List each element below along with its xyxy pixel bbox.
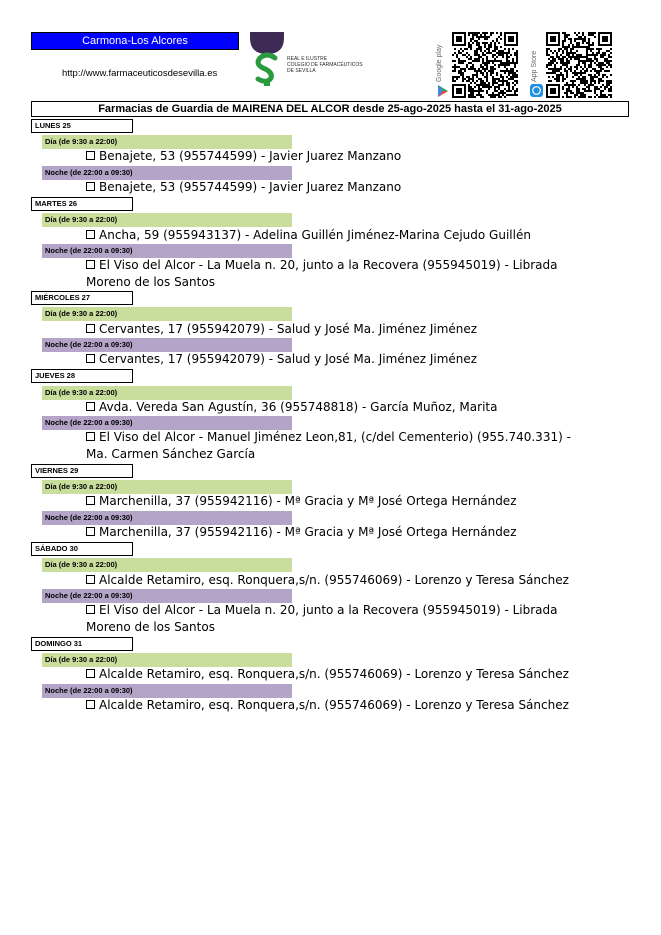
pharmacy-entry: Cervantes, 17 (955942079) - Salud y José Ma. Jiménez Jiménez — [86, 351, 576, 368]
page-title: Farmacias de Guardia de MAIRENA DEL ALCOR desde 25-ago-2025 hasta el 31-ago-2025 — [31, 101, 629, 117]
pharmacy-entry: Marchenilla, 37 (955942116) - Mª Gracia y Mª José Ortega Hernández — [86, 524, 576, 541]
day-shift-label: Día (de 9:30 a 22:00) — [42, 558, 292, 572]
pharmacy-entry: Alcalde Retamiro, esq. Ronquera,s/n. (955746069) - Lorenzo y Teresa Sánchez — [86, 666, 576, 683]
google-play-label: Google play — [436, 44, 443, 82]
checkbox-icon — [86, 605, 95, 614]
website-link[interactable]: http://www.farmaceuticosdesevilla.es — [62, 68, 218, 79]
night-shift-label: Noche (de 22:00 a 09:30) — [42, 416, 292, 430]
checkbox-icon — [86, 575, 95, 584]
checkbox-icon — [86, 260, 95, 269]
day-header: VIERNES 29 — [31, 464, 133, 478]
day-header: DOMINGO 31 — [31, 637, 133, 651]
checkbox-icon — [86, 496, 95, 505]
pharmacy-entry: Alcalde Retamiro, esq. Ronquera,s/n. (955746069) - Lorenzo y Teresa Sánchez — [86, 572, 576, 589]
checkbox-icon — [86, 324, 95, 333]
app-store-qr-code[interactable] — [546, 32, 612, 98]
google-play-icon[interactable] — [436, 84, 450, 98]
checkbox-icon — [86, 402, 95, 411]
day-shift-label: Día (de 9:30 a 22:00) — [42, 213, 292, 227]
pharmacy-entry: El Viso del Alcor - Manuel Jiménez Leon,81, (c/del Cementerio) (955.740.331) - Ma. Carmen Sánchez García — [86, 430, 571, 461]
pharmacy-entry: El Viso del Alcor - La Muela n. 20, junto a la Recovera (955945019) - Librada Moreno de los Santos — [86, 603, 558, 634]
night-shift-label: Noche (de 22:00 a 09:30) — [42, 589, 292, 603]
day-shift-label: Día (de 9:30 a 22:00) — [42, 653, 292, 667]
google-play-qr-code[interactable] — [452, 32, 518, 98]
checkbox-icon — [86, 354, 95, 363]
day-shift-label: Día (de 9:30 a 22:00) — [42, 135, 292, 149]
day-header: SÁBADO 30 — [31, 542, 133, 556]
pharmacy-entry: Benajete, 53 (955744599) - Javier Juarez Manzano — [86, 179, 576, 196]
college-logo — [249, 32, 285, 86]
checkbox-icon — [86, 432, 95, 441]
pharmacy-entry: Marchenilla, 37 (955942116) - Mª Gracia y Mª José Ortega Hernández — [86, 493, 576, 510]
checkbox-icon — [86, 230, 95, 239]
checkbox-icon — [86, 151, 95, 160]
night-shift-label: Noche (de 22:00 a 09:30) — [42, 338, 292, 352]
college-name: REAL E ILUSTRE COLEGIO DE FARMACÉUTICOS DE SEVILLA — [287, 56, 363, 74]
day-header: MIÉRCOLES 27 — [31, 291, 133, 305]
night-shift-label: Noche (de 22:00 a 09:30) — [42, 166, 292, 180]
region-label: Carmona-Los Alcores — [31, 32, 239, 50]
night-shift-label: Noche (de 22:00 a 09:30) — [42, 511, 292, 525]
app-store-icon[interactable] — [530, 84, 543, 97]
day-shift-label: Día (de 9:30 a 22:00) — [42, 386, 292, 400]
day-header: JUEVES 28 — [31, 369, 133, 383]
checkbox-icon — [86, 527, 95, 536]
app-store-label: App Store — [531, 50, 538, 82]
pharmacy-entry: Ancha, 59 (955943137) - Adelina Guillén Jiménez-Marina Cejudo Guillén — [86, 227, 576, 244]
night-shift-label: Noche (de 22:00 a 09:30) — [42, 684, 292, 698]
checkbox-icon — [86, 700, 95, 709]
checkbox-icon — [86, 669, 95, 678]
pharmacy-entry: Benajete, 53 (955744599) - Javier Juarez Manzano — [86, 148, 576, 165]
day-shift-label: Día (de 9:30 a 22:00) — [42, 307, 292, 321]
day-shift-label: Día (de 9:30 a 22:00) — [42, 480, 292, 494]
checkbox-icon — [86, 182, 95, 191]
pharmacy-entry: Avda. Vereda San Agustín, 36 (955748818) - García Muñoz, Marita — [86, 399, 576, 416]
night-shift-label: Noche (de 22:00 a 09:30) — [42, 244, 292, 258]
pharmacy-entry: Alcalde Retamiro, esq. Ronquera,s/n. (955746069) - Lorenzo y Teresa Sánchez — [86, 697, 576, 714]
pharmacy-entry: Cervantes, 17 (955942079) - Salud y José Ma. Jiménez Jiménez — [86, 321, 576, 338]
day-header: MARTES 26 — [31, 197, 133, 211]
pharmacy-entry: El Viso del Alcor - La Muela n. 20, junto a la Recovera (955945019) - Librada Moreno de los Santos — [86, 258, 558, 289]
day-header: LUNES 25 — [31, 119, 133, 133]
